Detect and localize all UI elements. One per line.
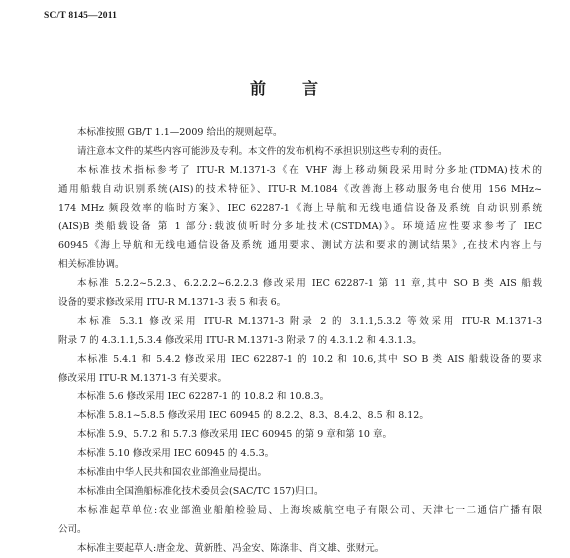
text-line: 本标准 5.4.1 和 5.4.2 修改采用 IEC 62287-1 的 10.2 和 10.6,其中 SO B 类 AIS 船载设备的要求 xyxy=(77,353,542,365)
title-char-second: 言 xyxy=(302,79,321,98)
text-line: 本标准 5.8.1~5.8.5 修改采用 IEC 60945 的 8.2.2、8.3、8.4.2、8.5 和 8.12。 xyxy=(77,410,429,422)
text-line: 本标准主要起草人:唐金龙、黄新胜、冯金安、陈涤非、肖文雄、张财元。 xyxy=(77,542,385,554)
text-line: 本标准 5.9、5.7.2 和 5.7.3 修改采用 IEC 60945 的第 9 章和第 10 章。 xyxy=(77,429,392,441)
text-line: 本标准由中华人民共和国农业部渔业局提出。 xyxy=(77,467,268,479)
text-line: 本标准 5.2.2~5.2.3、6.2.2.2~6.2.2.3 修改采用 IEC 62287-1 第 11 章,其中 SO B 类 AIS 船载 xyxy=(77,278,542,290)
text-line: 请注意本文件的某些内容可能涉及专利。本文件的发布机构不承担识别这些专利的责任。 xyxy=(77,145,448,157)
text-line: 本标准技术指标参考了 ITU-R M.1371-3《在 VHF 海上移动频段采用时分多址(TDMA)技术的 xyxy=(77,164,542,176)
text-line: 附录 7 的 4.3.1.1,5.3.4 修改采用 ITU-R M.1371-3 附录 7 的 4.3.1.2 和 4.3.1.3。 xyxy=(58,334,422,346)
title-char-first: 前 xyxy=(249,79,268,98)
text-line: 通用船载自动识别系统(AIS)的技术特征》、ITU-R M.1084《改善海上移动服务电台使用 156 MHz~ xyxy=(58,183,542,195)
text-line: 本标准由全国渔船标准化技术委员会(SAC/TC 157)归口。 xyxy=(77,485,324,497)
text-line: 本标准 5.10 修改采用 IEC 60945 的 4.5.3。 xyxy=(77,448,275,460)
text-line: 174 MHz 频段效率的临时方案》、IEC 62287-1《海上导航和无线电通信设备及系统 自动识别系统 xyxy=(58,202,542,214)
page-title xyxy=(0,76,570,99)
text-line: 设备的要求修改采用 ITU-R M.1371-3 表 5 和表 6。 xyxy=(58,297,287,309)
standard-code: SC/T 8145—2011 xyxy=(44,11,118,21)
text-line: 公司。 xyxy=(58,523,87,535)
text-line: 本标准起草单位:农业部渔业船舶检验局、上海埃威航空电子有限公司、天津七一二通信广播有限 xyxy=(77,504,542,516)
foreword-body xyxy=(58,124,542,558)
text-line: 修改采用 ITU-R M.1371-3 有关要求。 xyxy=(58,372,228,384)
text-line: 本标准 5.6 修改采用 IEC 62287-1 的 10.8.2 和 10.8.3。 xyxy=(77,391,330,403)
text-line: 相关标准协调。 xyxy=(58,259,125,271)
text-line: (AIS)B 类船载设备 第 1 部分:载波侦听时分多址技术(CSTDMA)》。环境适应性要求参考了 IEC xyxy=(58,221,542,233)
text-line: 60945《海上导航和无线电通信设备及系统 通用要求、测试方法和要求的测试结果》,在技术内容上与 xyxy=(58,240,542,252)
text-line: 本标准 5.3.1 修改采用 ITU-R M.1371-3 附录 2 的 3.1.1,5.3.2 等效采用 ITU-R M.1371-3 xyxy=(77,315,542,327)
text-line: 本标准按照 GB/T 1.1—2009 给出的规则起草。 xyxy=(77,127,283,138)
